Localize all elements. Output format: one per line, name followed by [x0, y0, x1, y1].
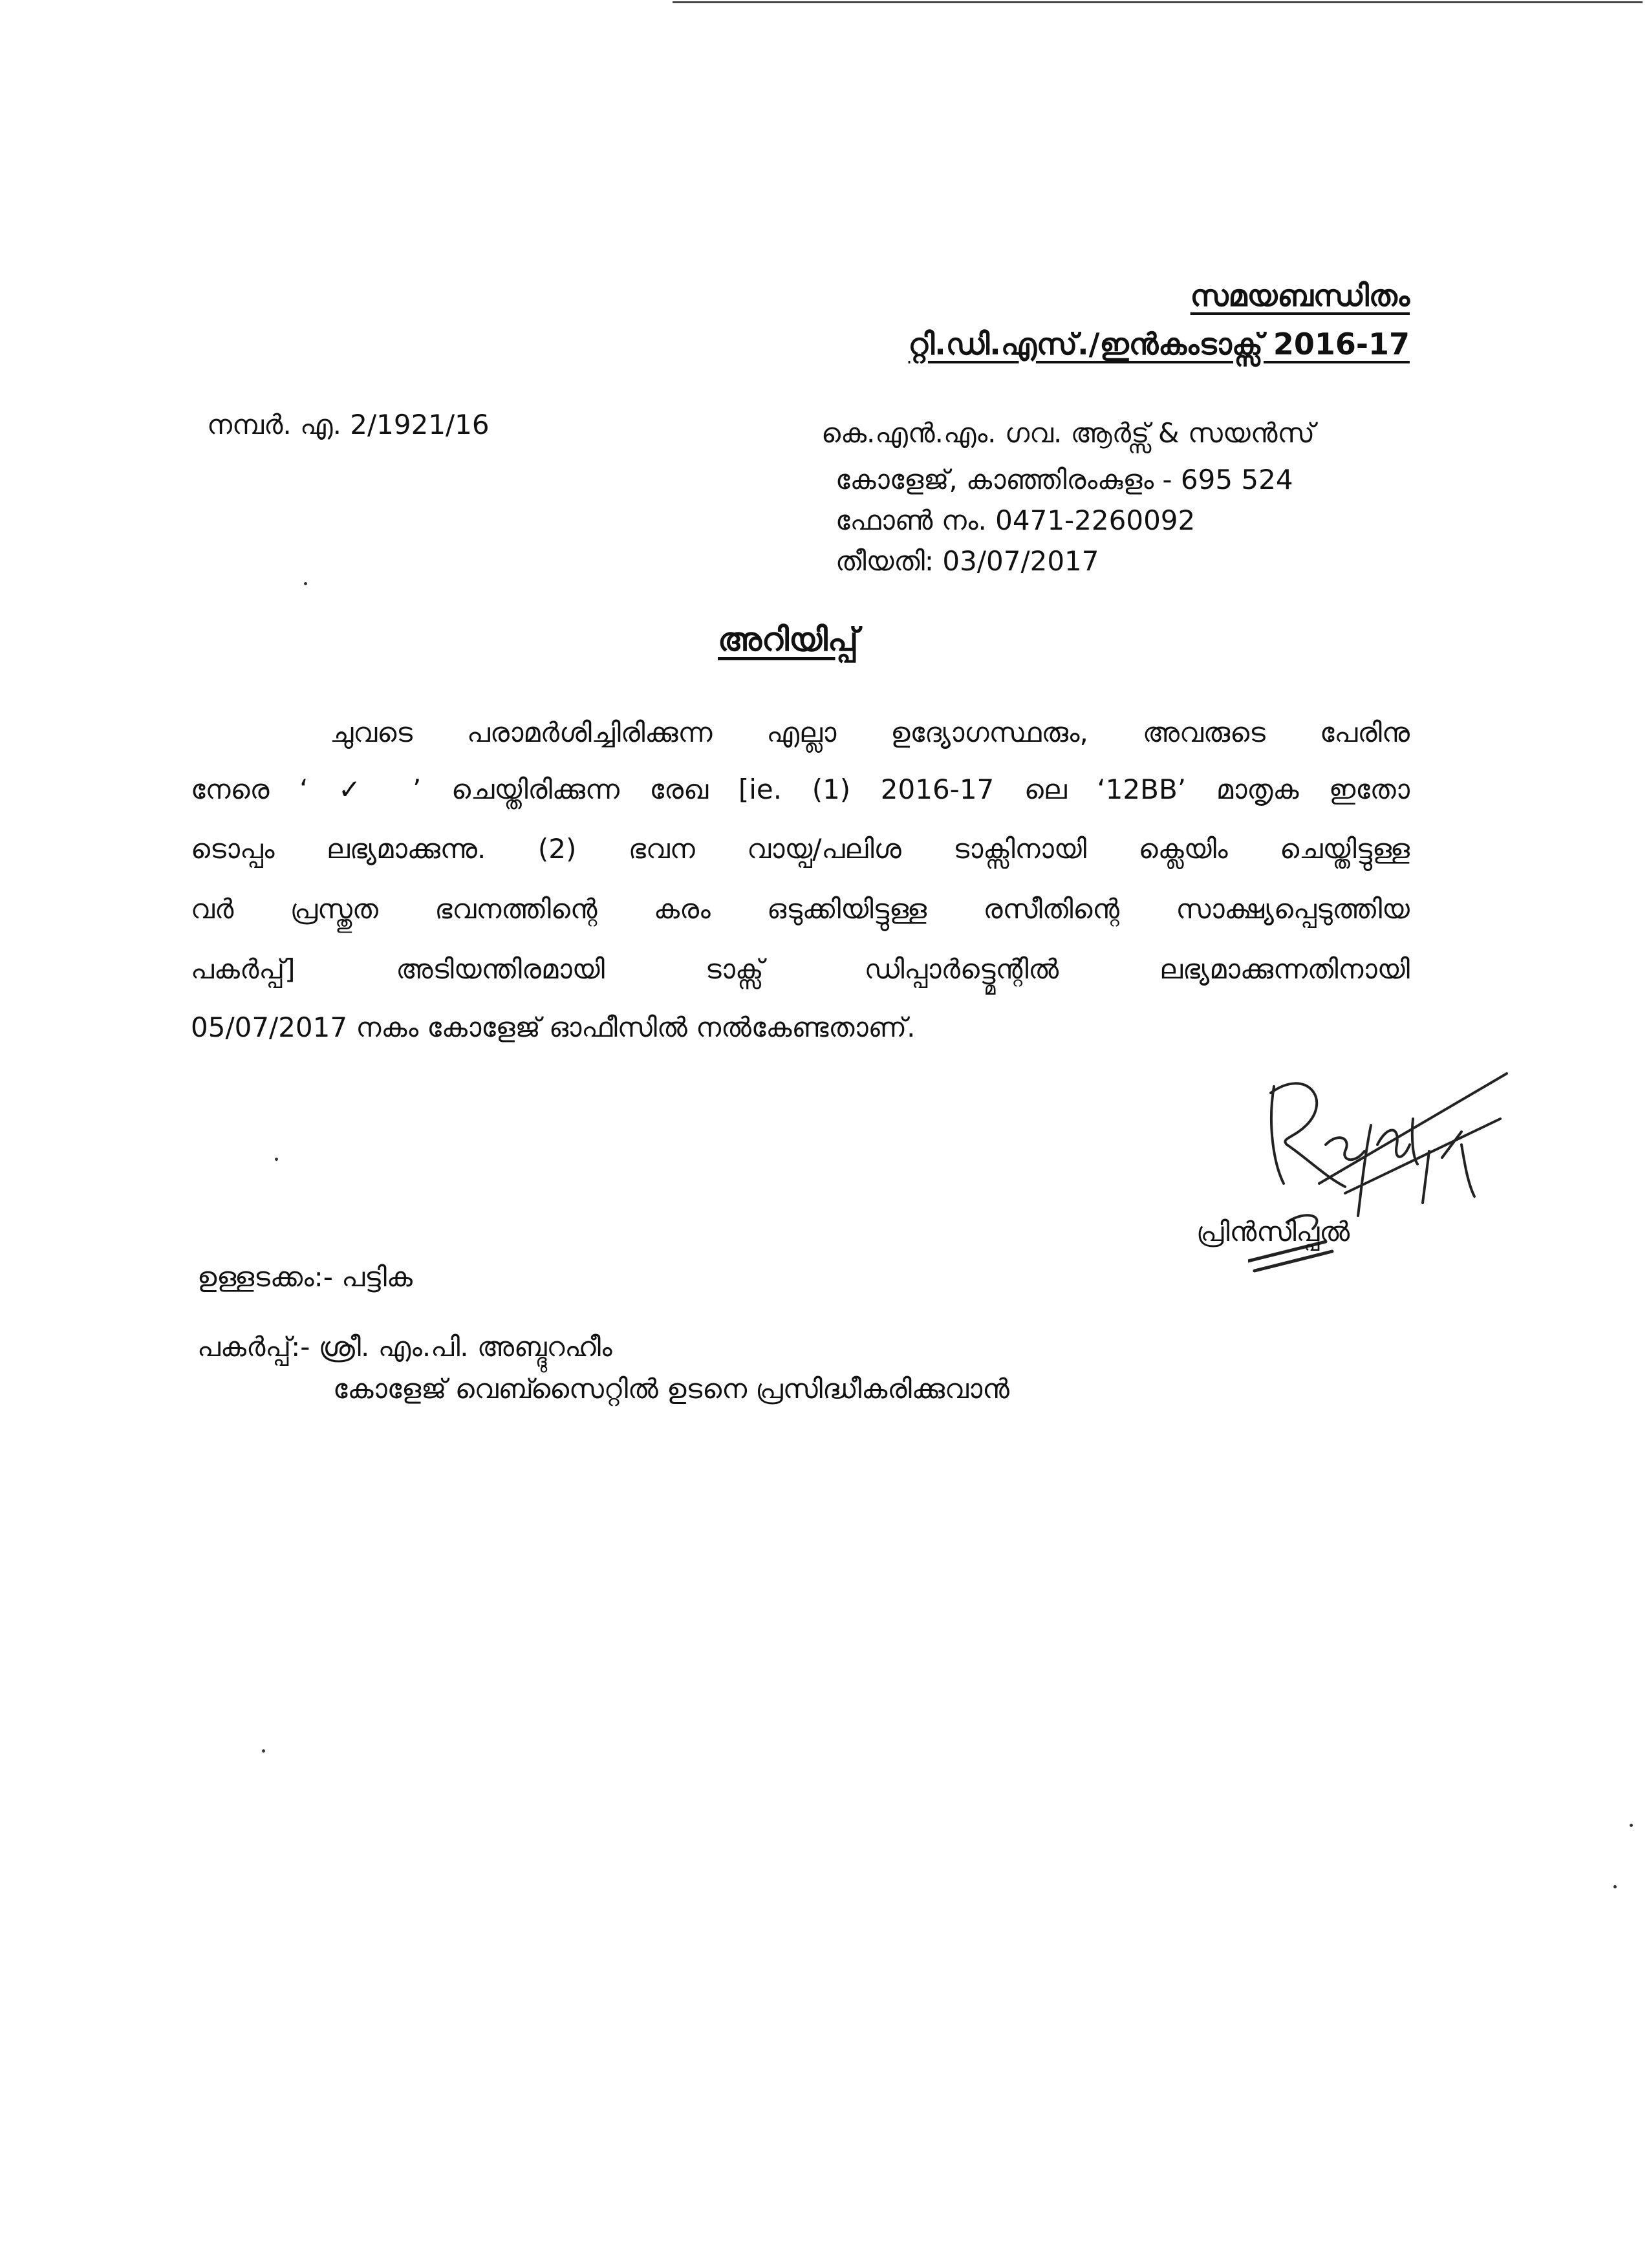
- scan-speck: [304, 582, 307, 585]
- notice-line-2: നേരെ ‘ ✓ ’ ചെയ്തിരിക്കുന്ന രേഖ [ie. (1) 2016-17 ലെ ‘12BB’ മാതൃക ഇതോ: [191, 773, 1410, 805]
- notice-line-3: ടൊപ്പം ലഭ്യമാക്കുന്നു. (2) ഭവന വായ്പ/പലിശ ടാക്സിനായി ക്ലെയിം ചെയ്തിട്ടുള്ള: [191, 833, 1410, 865]
- subject-heading: റ്റി.ഡി.എസ്./ഇൻകംടാക്സ് 2016-17: [908, 327, 1410, 362]
- signatory-designation: പ്രിൻസിപ്പൽ: [1196, 1216, 1350, 1247]
- urgency-heading: സമയബന്ധിതം: [1190, 278, 1410, 313]
- notice-line-5: പകർപ്പ്] അടിയന്തിരമായി ടാക്സ് ഡിപ്പാർട്ട്മെന്റിൽ ലഭ്യമാക്കുന്നതിനായി: [191, 953, 1410, 985]
- address-line-1: കെ.എൻ.എം. ഗവ. ആർട്സ് & സയൻസ്: [821, 417, 1315, 449]
- enclosure-line: ഉള്ളടക്കം:- പട്ടിക: [197, 1261, 413, 1293]
- notice-title: അറിയിപ്പ്: [718, 621, 859, 658]
- scan-speck: [262, 1749, 265, 1753]
- notice-line-6: 05/07/2017 നകം കോളേജ് ഓഫീസിൽ നൽകേണ്ടതാണ്.: [191, 1011, 916, 1043]
- notice-line-1: ചുവടെ പരാമർശിച്ചിരിക്കുന്ന എല്ലാ ഉദ്യോഗസ്ഥരും, അവരുടെ പേരിനു: [330, 717, 1410, 748]
- reference-number: നമ്പർ. എ. 2/1921/16: [207, 409, 490, 440]
- copy-to-line-1: പകർപ്പ്:- ശ്രീ. എം.പി. അബ്ദുറഹീം: [197, 1331, 612, 1363]
- scan-speck: [1613, 1885, 1617, 1888]
- scan-edge-line: [673, 1, 1643, 3]
- phone-number: ഫോൺ നം. 0471-2260092: [835, 504, 1196, 536]
- letter-date: തീയതി: 03/07/2017: [835, 545, 1099, 577]
- copy-to-line-2: കോളേജ് വെബ്സൈറ്റിൽ ഉടനെ പ്രസിദ്ധീകരിക്കുവാൻ: [333, 1373, 1009, 1405]
- notice-line-4: വർ പ്രസ്തുത ഭവനത്തിന്റെ കരം ഒടുക്കിയിട്ടുള്ള രസീതിന്റെ സാക്ഷ്യപ്പെടുത്തിയ: [191, 893, 1410, 925]
- address-line-2: കോളേജ്, കാഞ്ഞിരംകുളം - 695 524: [835, 464, 1293, 495]
- scan-speck: [1630, 1824, 1633, 1827]
- scan-speck: [275, 1158, 278, 1161]
